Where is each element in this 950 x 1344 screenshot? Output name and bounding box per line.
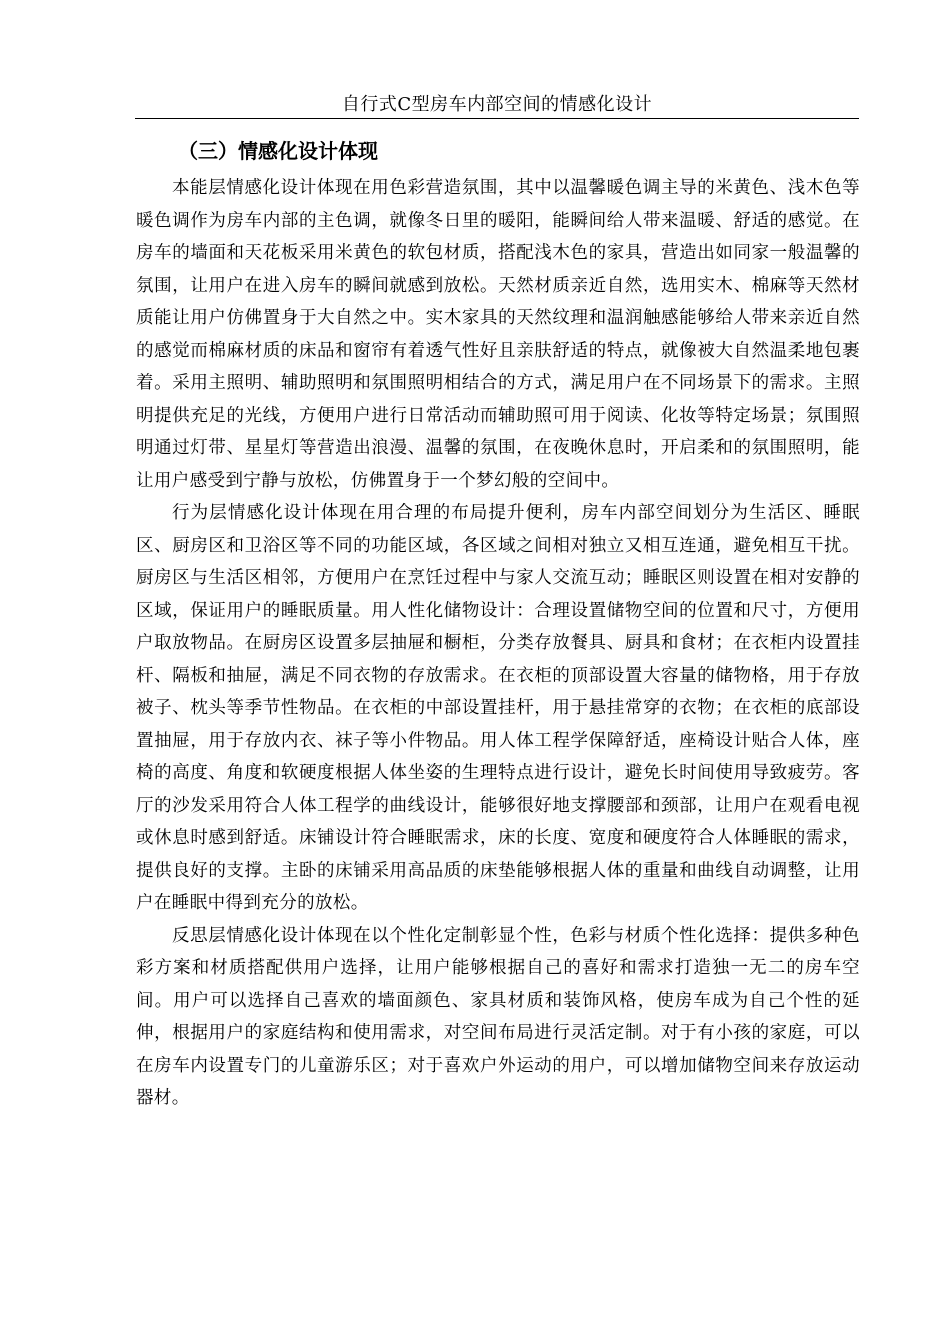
- paragraph-visceral-level: 本能层情感化设计体现在用色彩营造氛围，其中以温馨暖色调主导的米黄色、浅木色等暖色调作为房车内部的主色调，就像冬日里的暖阳，能瞬间给人带来温暖、舒适的感觉。在房车的墙面和天花板采用米黄色的软包材质，搭配浅木色的家具，营造出如同家一般温馨的氛围，让用户在进入房车的瞬间就感到放松。天然材质亲近自然，选用实木、棉麻等天然材质能让用户仿佛置身于大自然之中。实木家具的天然纹理和温润触感能够给人带来亲近自然的感觉而棉麻材质的床品和窗帘有着透气性好且亲肤舒适的特点，就像被大自然温柔地包裹着。采用主照明、辅助照明和氛围照明相结合的方式，满足用户在不同场景下的需求。主照明提供充足的光线，方便用户进行日常活动而辅助照可用于阅读、化妆等特定场景；氛围照明通过灯带、星星灯等营造出浪漫、温馨的氛围，在夜晚休息时，开启柔和的氛围照明，能让用户感受到宁静与放松，仿佛置身于一个梦幻般的空间中。: [136, 178, 860, 491]
- header-divider: [135, 118, 859, 119]
- paragraph-behavioral-level: 行为层情感化设计体现在用合理的布局提升便利，房车内部空间划分为生活区、睡眠区、厨房区和卫浴区等不同的功能区域，各区域之间相对独立又相互连通，避免相互干扰。厨房区与生活区相邻，方便用户在烹饪过程中与家人交流互动；睡眠区则设置在相对安静的区域，保证用户的睡眠质量。用人性化储物设计：合理设置储物空间的位置和尺寸，方便用户取放物品。在厨房区设置多层抽屉和橱柜，分类存放餐具、厨具和食材；在衣柜内设置挂杆、隔板和抽屉，满足不同衣物的存放需求。在衣柜的顶部设置大容量的储物格，用于存放被子、枕头等季节性物品。在衣柜的中部设置挂杆，用于悬挂常穿的衣物；在衣柜的底部设置抽屉，用于存放内衣、袜子等小件物品。用人体工程学保障舒适，座椅设计贴合人体，座椅的高度、角度和软硬度根据人体坐姿的生理特点进行设计，避免长时间使用导致疲劳。客厅的沙发采用符合人体工程学的曲线设计，能够很好地支撑腰部和颈部，让用户在观看电视或休息时感到舒适。床铺设计符合睡眠需求，床的长度、宽度和硬度符合人体睡眠的需求，提供良好的支撑。主卧的床铺采用高品质的床垫能够根据人体的重量和曲线自动调整，让用户在睡眠中得到充分的放松。: [136, 503, 860, 913]
- paragraph-reflective-level: 反思层情感化设计体现在以个性化定制彰显个性，色彩与材质个性化选择：提供多种色彩方案和材质搭配供用户选择，让用户能够根据自己的喜好和需求打造独一无二的房车空间。用户可以选择自己喜欢的墙面颜色、家具材质和装饰风格，使房车成为自己个性的延伸，根据用户的家庭结构和使用需求，对空间布局进行灵活定制。对于有小孩的家庭，可以在房车内设置专门的儿童游乐区；对于喜欢户外运动的用户，可以增加储物空间来存放运动器材。: [136, 925, 860, 1108]
- running-header: 自行式C型房车内部空间的情感化设计: [341, 94, 653, 115]
- body-text: [136, 172, 860, 1115]
- section-heading: （三）情感化设计体现: [178, 139, 378, 163]
